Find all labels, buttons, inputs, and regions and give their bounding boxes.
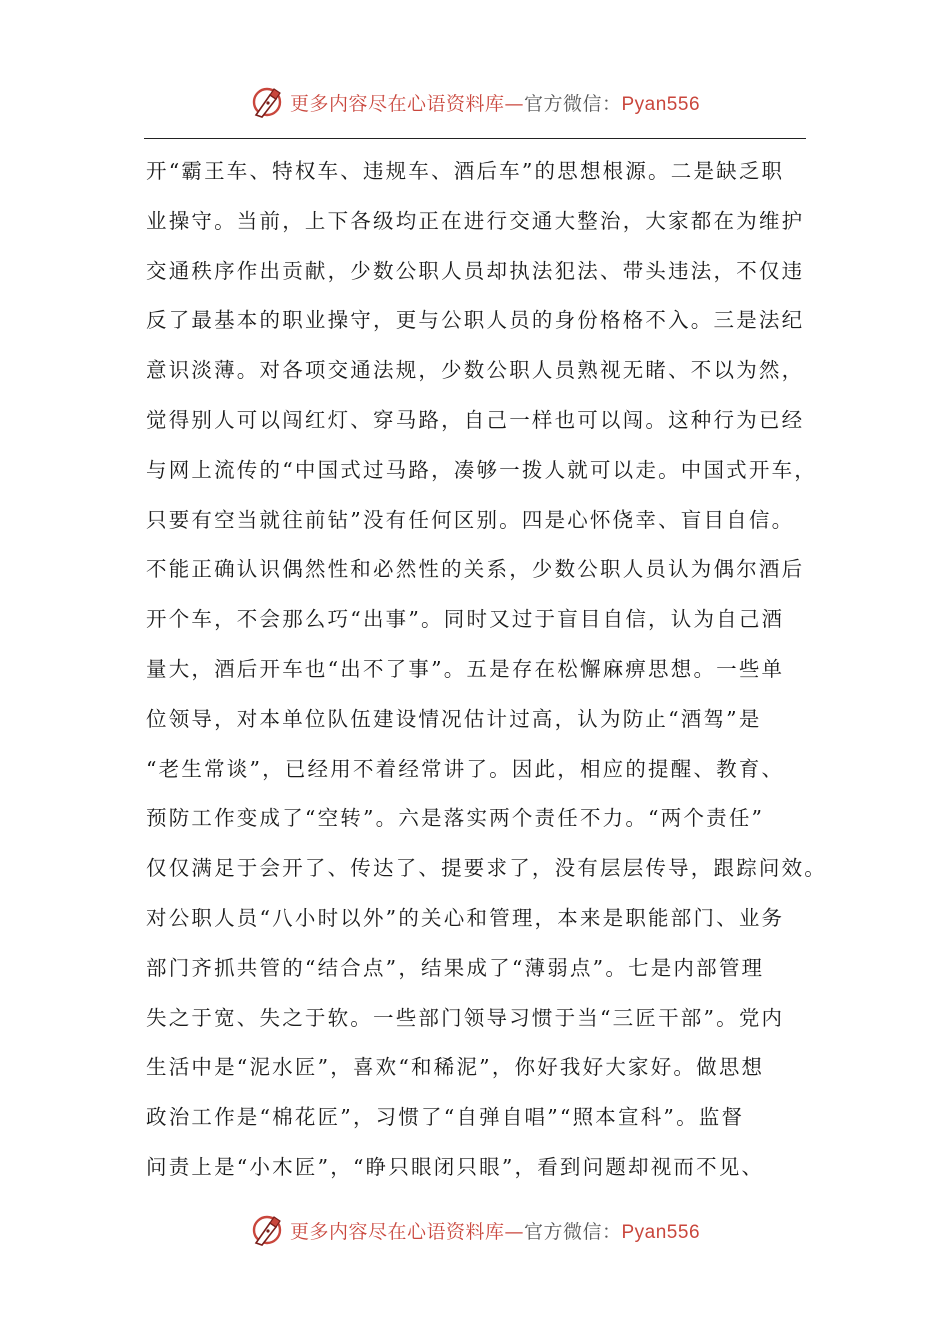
header-banner-text <box>290 89 700 116</box>
text-line: 交通秩序作出贡献，少数公职人员却执法犯法、带头违法，不仅违 <box>146 258 805 283</box>
pen-nib-logo-icon <box>250 1213 284 1247</box>
footer-banner-id: Pyan556 <box>621 1221 701 1243</box>
footer-banner <box>0 1210 950 1250</box>
text-line: 对公职人员“八小时以外”的关心和管理，本来是职能部门、业务 <box>146 905 785 930</box>
text-line: 业操守。当前，上下各级均正在进行交通大整治，大家都在为维护 <box>146 208 805 233</box>
text-line: 反了最基本的职业操守，更与公职人员的身份格格不入。三是法纪 <box>146 308 805 333</box>
text-line: 只要有空当就往前钻”没有任何区别。四是心怀侥幸、盲目自信。 <box>146 507 795 532</box>
text-line: 不能正确认识偶然性和必然性的关系，少数公职人员认为偶尔酒后 <box>146 557 805 582</box>
text-line: 觉得别人可以闯红灯、穿马路，自己一样也可以闯。这种行为已经 <box>146 407 805 432</box>
text-line: 开“霸王车、特权车、违规车、酒后车”的思想根源。二是缺乏职 <box>146 159 785 183</box>
text-line: 仅仅满足于会开了、传达了、提要求了，没有层层传导，跟踪问效。 <box>146 856 827 881</box>
text-line: 位领导，对本单位队伍建设情况估计过高，认为防止“酒驾”是 <box>146 706 762 731</box>
text-line: 意识淡薄。对各项交通法规，少数公职人员熟视无睹、不以为然， <box>146 358 805 383</box>
header-banner-dash: — <box>504 92 524 115</box>
text-line: “老生常谈”，已经用不着经常讲了。因此，相应的提醒、教育、 <box>146 756 785 781</box>
footer-banner-main: 更多内容尽在心语资料库 <box>289 1220 505 1243</box>
header-banner-official: 官方微信： <box>523 92 622 115</box>
text-line: 与网上流传的“中国式过马路，凑够一拨人就可以走。中国式开车， <box>146 457 817 482</box>
text-line: 开个车，不会那么巧“出事”。同时又过于盲目自信，认为自己酒 <box>146 607 785 632</box>
footer-banner-text <box>290 1217 700 1244</box>
text-line: 部门齐抓共管的“结合点”，结果成了“薄弱点”。七是内部管理 <box>146 955 765 980</box>
text-line: 预防工作变成了“空转”。六是落实两个责任不力。“两个责任” <box>146 806 765 831</box>
header-banner <box>0 82 950 122</box>
footer-banner-official: 官方微信： <box>523 1220 622 1243</box>
document-body <box>146 147 826 1193</box>
header-divider <box>144 138 806 139</box>
text-line: 问责上是“小木匠”，“睁只眼闭只眼”，看到问题却视而不见、 <box>146 1154 765 1179</box>
header-banner-main: 更多内容尽在心语资料库 <box>289 92 505 115</box>
text-line: 量大，酒后开车也“出不了事”。五是存在松懈麻痹思想。一些单 <box>146 656 785 681</box>
header-banner-id: Pyan556 <box>621 93 701 115</box>
text-line: 政治工作是“棉花匠”，习惯了“自弹自唱”“照本宣科”。监督 <box>146 1105 745 1130</box>
text-line: 失之于宽、失之于软。一些部门领导习惯于当“三匠干部”。党内 <box>146 1005 785 1030</box>
footer-banner-dash: — <box>504 1220 524 1243</box>
pen-nib-logo-icon <box>250 85 284 119</box>
text-line: 生活中是“泥水匠”，喜欢“和稀泥”，你好我好大家好。做思想 <box>146 1055 765 1080</box>
